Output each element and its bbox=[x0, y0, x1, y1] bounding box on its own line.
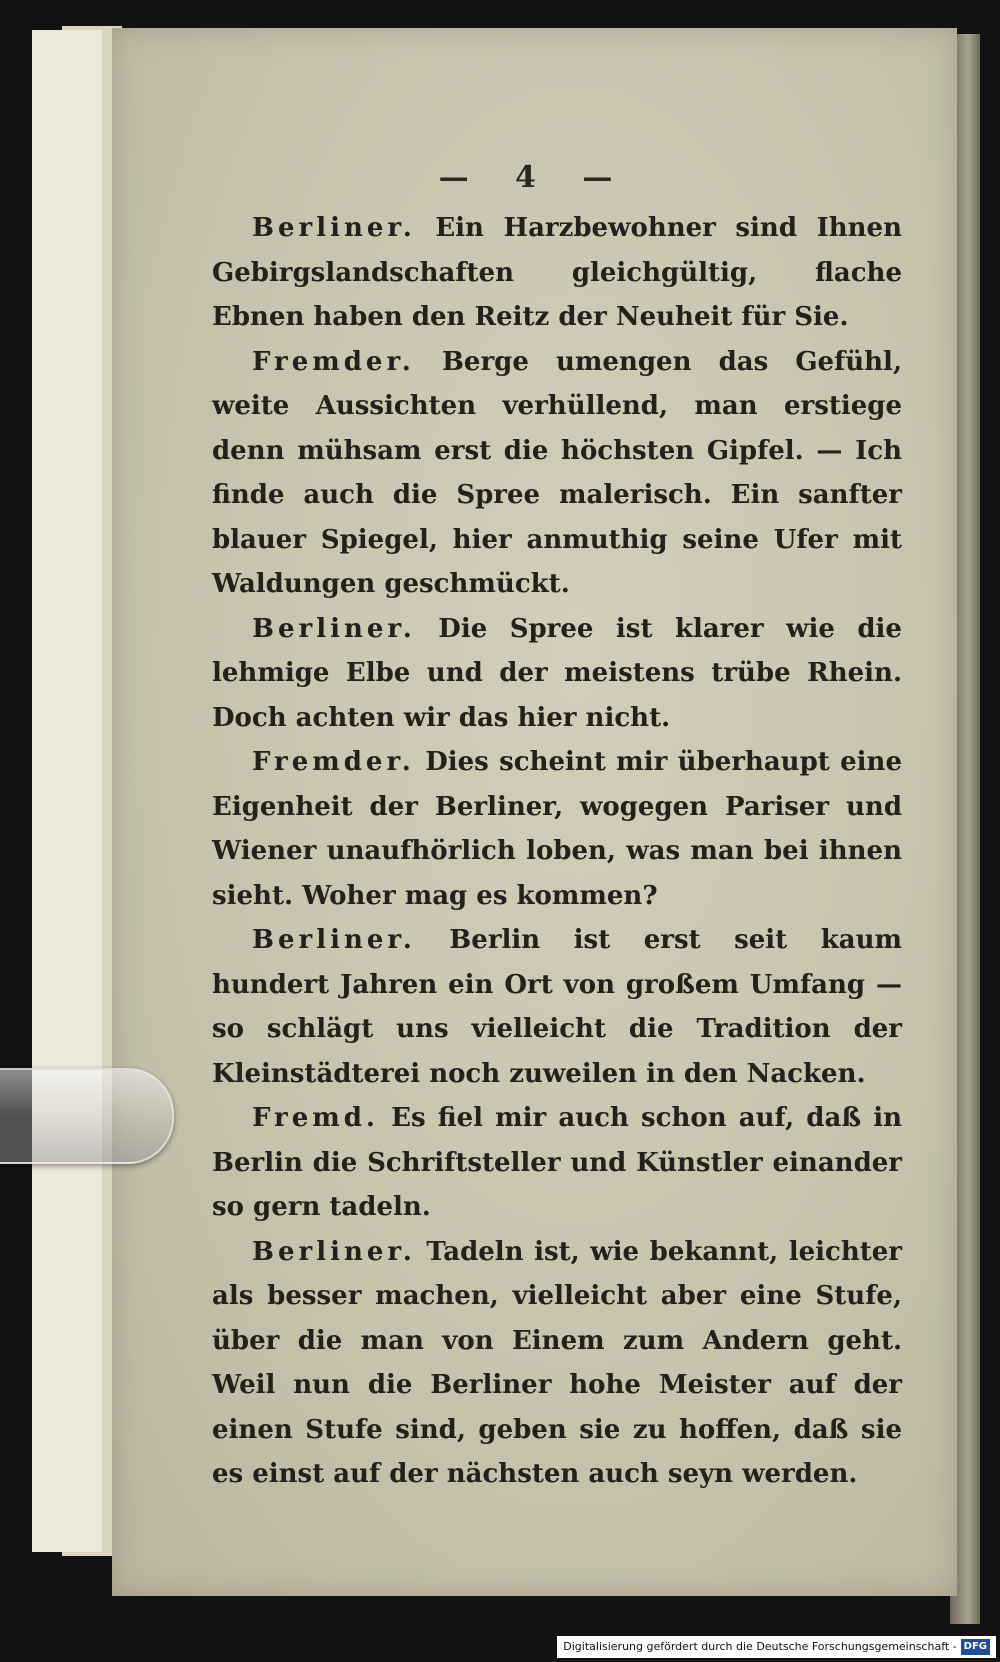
plastic-page-clip bbox=[0, 1068, 174, 1164]
dialogue-paragraph bbox=[212, 607, 902, 741]
dialogue-text: Berlin ist erst seit kaum hundert Jahren ein Ort von großem Umfang — so schlägt uns vielleicht die Tradition der Kleinstädterei noch zuweilen in den Nacken. bbox=[212, 925, 902, 1089]
dialogue-paragraph bbox=[212, 206, 902, 340]
credit-text: Digitalisierung gefördert durch die Deutsche Forschungsgemeinschaft - bbox=[563, 1640, 957, 1653]
page-body-text bbox=[212, 206, 902, 1497]
speaker-label: Berliner. bbox=[252, 613, 416, 644]
underlying-page bbox=[32, 30, 103, 1552]
speaker-label: Berliner. bbox=[252, 213, 416, 243]
speaker-label: Fremder. bbox=[252, 346, 415, 377]
dialogue-text: Dies scheint mir überhaupt eine Eigenheit der Berliner, wogegen Pariser und Wiener unaufhörlich loben, was man bei ihnen sieht. Woher mag es kommen? bbox=[212, 747, 902, 911]
dialogue-text: Es fiel mir auch schon auf, daß in Berlin die Schriftsteller und Künstler einander so gern tadeln. bbox=[212, 1103, 902, 1222]
speaker-label: Fremd. bbox=[252, 1103, 379, 1133]
digitization-credit bbox=[557, 1636, 996, 1658]
dialogue-paragraph bbox=[212, 740, 902, 918]
dialogue-text: Ein Harzbewohner sind Ihnen Gebirgslandschaften gleichgültig, flache Ebnen haben den Reitz der Neuheit für Sie. bbox=[212, 213, 902, 332]
dialogue-text: Tadeln ist, wie bekannt, leichter als besser machen, vielleicht aber eine Stufe, über die man von Einem zum Andern geht. Weil nun die Berliner hohe Meister auf der einen Stufe sind, geben sie zu hoffen, daß sie es einst auf der nächsten auch seyn werden. bbox=[212, 1236, 902, 1489]
dialogue-paragraph bbox=[212, 918, 902, 1096]
dfg-logo: DFG bbox=[961, 1639, 990, 1655]
dialogue-text: Die Spree ist klarer wie die lehmige Elbe und der meistens trübe Rhein. Doch achten wir das hier nicht. bbox=[212, 613, 902, 733]
book-page bbox=[112, 28, 957, 1596]
dialogue-text: Berge umengen das Gefühl, weite Aussichten verhüllend, man erstiege denn mühsam erst die höchsten Gipfel. — Ich finde auch die Spree malerisch. Ein sanfter blauer Spiegel, hier anmuthig seine Ufer mit Waldungen geschmückt. bbox=[212, 346, 902, 599]
speaker-label: Fremder. bbox=[252, 747, 415, 777]
dialogue-paragraph bbox=[212, 340, 902, 607]
dialogue-paragraph bbox=[212, 1096, 902, 1230]
page-number-header: — 4 — bbox=[438, 160, 631, 195]
speaker-label: Berliner. bbox=[252, 1236, 416, 1267]
dialogue-paragraph bbox=[212, 1230, 902, 1497]
speaker-label: Berliner. bbox=[252, 925, 416, 955]
